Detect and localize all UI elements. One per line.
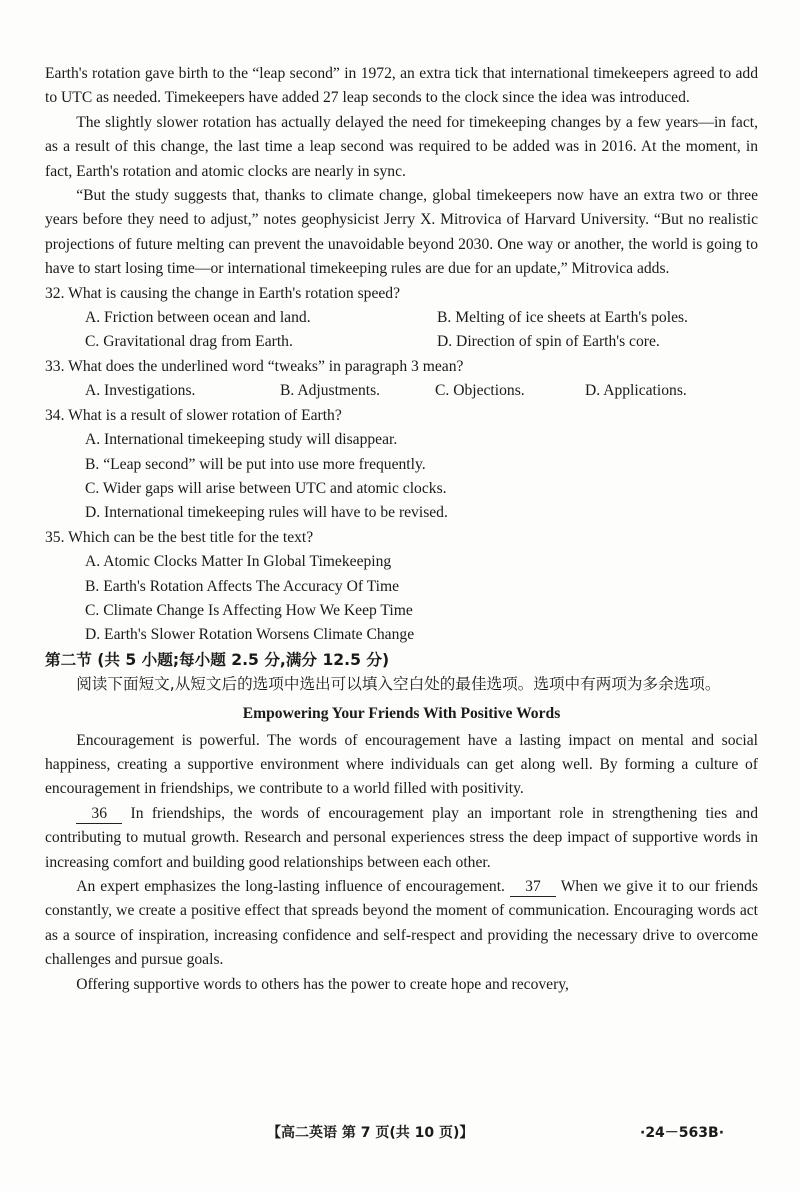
blank-36: 36 [76,805,122,824]
option-c: C. Wider gaps will arise between UTC and atomic clocks. [85,479,447,497]
option-d: D. International timekeeping rules will have to be revised. [85,504,448,522]
passage-paragraph: Encouragement is powerful. The words of encouragement have a lasting impact on mental and social happiness, creating a supportive environment where individuals can get along well. By forming a culture of encouragement in friendships, we contribute to a world filled with positivity. [45,731,758,798]
question-34 [45,404,758,526]
section-instruction: 阅读下面短文,从短文后的选项中选出可以填入空白处的最佳选项。选项中有两项为多余选项。 [76,675,721,694]
question-stem: 35. Which can be the best title for the text? [45,528,314,546]
paragraph-text: An expert emphasizes the long-lasting influence of encouragement. [76,878,505,895]
option-a: A. Investigations. [85,382,196,400]
page-footer [0,1118,800,1144]
question-options [45,306,758,355]
option-d: D. Earth's Slower Rotation Worsens Climate Change [85,626,415,644]
option-c: C. Climate Change Is Affecting How We Keep Time [85,601,413,619]
passage-title: Empowering Your Friends With Positive Words [242,704,561,722]
passage-paragraph: Offering supportive words to others has the power to create hope and recovery, [76,975,569,993]
question-33 [45,355,758,404]
option-c: C. Objections. [435,382,525,400]
question-stem: 33. What does the underlined word “tweaks” in paragraph 3 mean? [45,357,464,375]
question-35 [45,526,758,648]
question-32 [45,282,758,355]
paragraph-text: In friendships, the words of encouragement play an important role in strengthening ties and contributing to mutual growth. Research and personal experiences stress the deep impact of supportive words in increasing comfort and building good relationships between each other. [45,804,758,871]
option-a: A. Friction between ocean and land. [85,309,311,327]
option-a: A. International timekeeping study will disappear. [85,431,398,449]
option-c: C. Gravitational drag from Earth. [85,333,293,351]
question-stem: 34. What is a result of slower rotation of Earth? [45,406,342,424]
footer-page-info: 【高二英语 第 7 页(共 10 页)】 [267,1125,474,1141]
passage-paragraph: “But the study suggests that, thanks to climate change, global timekeepers now have an extra two or three years before they need to adjust,” notes geophysicist Jerry X. Mitrovica of Harvard University. “But no realistic projections of future melting can prevent the unavoidable beyond 2030. One way or another, the world is going to have to start losing time—or international timekeeping rules are due for an update,” Mitrovica adds. [45,187,758,278]
question-stem: 32. What is causing the change in Earth's rotation speed? [45,284,401,302]
option-b: B. Earth's Rotation Affects The Accuracy Of Time [85,577,400,595]
blank-37: 37 [510,878,556,897]
option-b: B. Adjustments. [280,382,381,400]
option-d: D. Direction of spin of Earth's core. [437,333,660,351]
option-a: A. Atomic Clocks Matter In Global Timekeeping [85,553,392,571]
passage-paragraph: The slightly slower rotation has actually delayed the need for timekeeping changes by a few years—in fact, as a result of this change, the last time a leap second was required to be added was in 2016. At the moment, in fact, Earth's rotation and atomic clocks are nearly in sync. [45,113,758,180]
section-header: 第二节 (共 5 小题;每小题 2.5 分,满分 12.5 分) [45,650,390,669]
passage-paragraph [45,875,758,973]
option-b: B. “Leap second” will be put into use more frequently. [85,455,426,473]
footer-code: ·24－563B· [640,1125,725,1141]
question-options [45,379,758,403]
option-b: B. Melting of ice sheets at Earth's poles. [437,309,688,327]
passage-paragraph [45,802,758,875]
passage-paragraph: Earth's rotation gave birth to the “leap second” in 1972, an extra tick that international timekeepers agreed to add to UTC as needed. Timekeepers have added 27 leap seconds to the clock since the idea was introduced. [45,65,758,107]
page-content [45,62,758,997]
option-d: D. Applications. [585,382,687,400]
paragraph-text: When we give it to our friends constantly, we create a positive effect that spreads beyond the moment of communication. Encouraging words act as a source of inspiration, increasing confidence and self-respect and providing the necessary drive to overcome challenges and pursue goals. [45,878,758,969]
